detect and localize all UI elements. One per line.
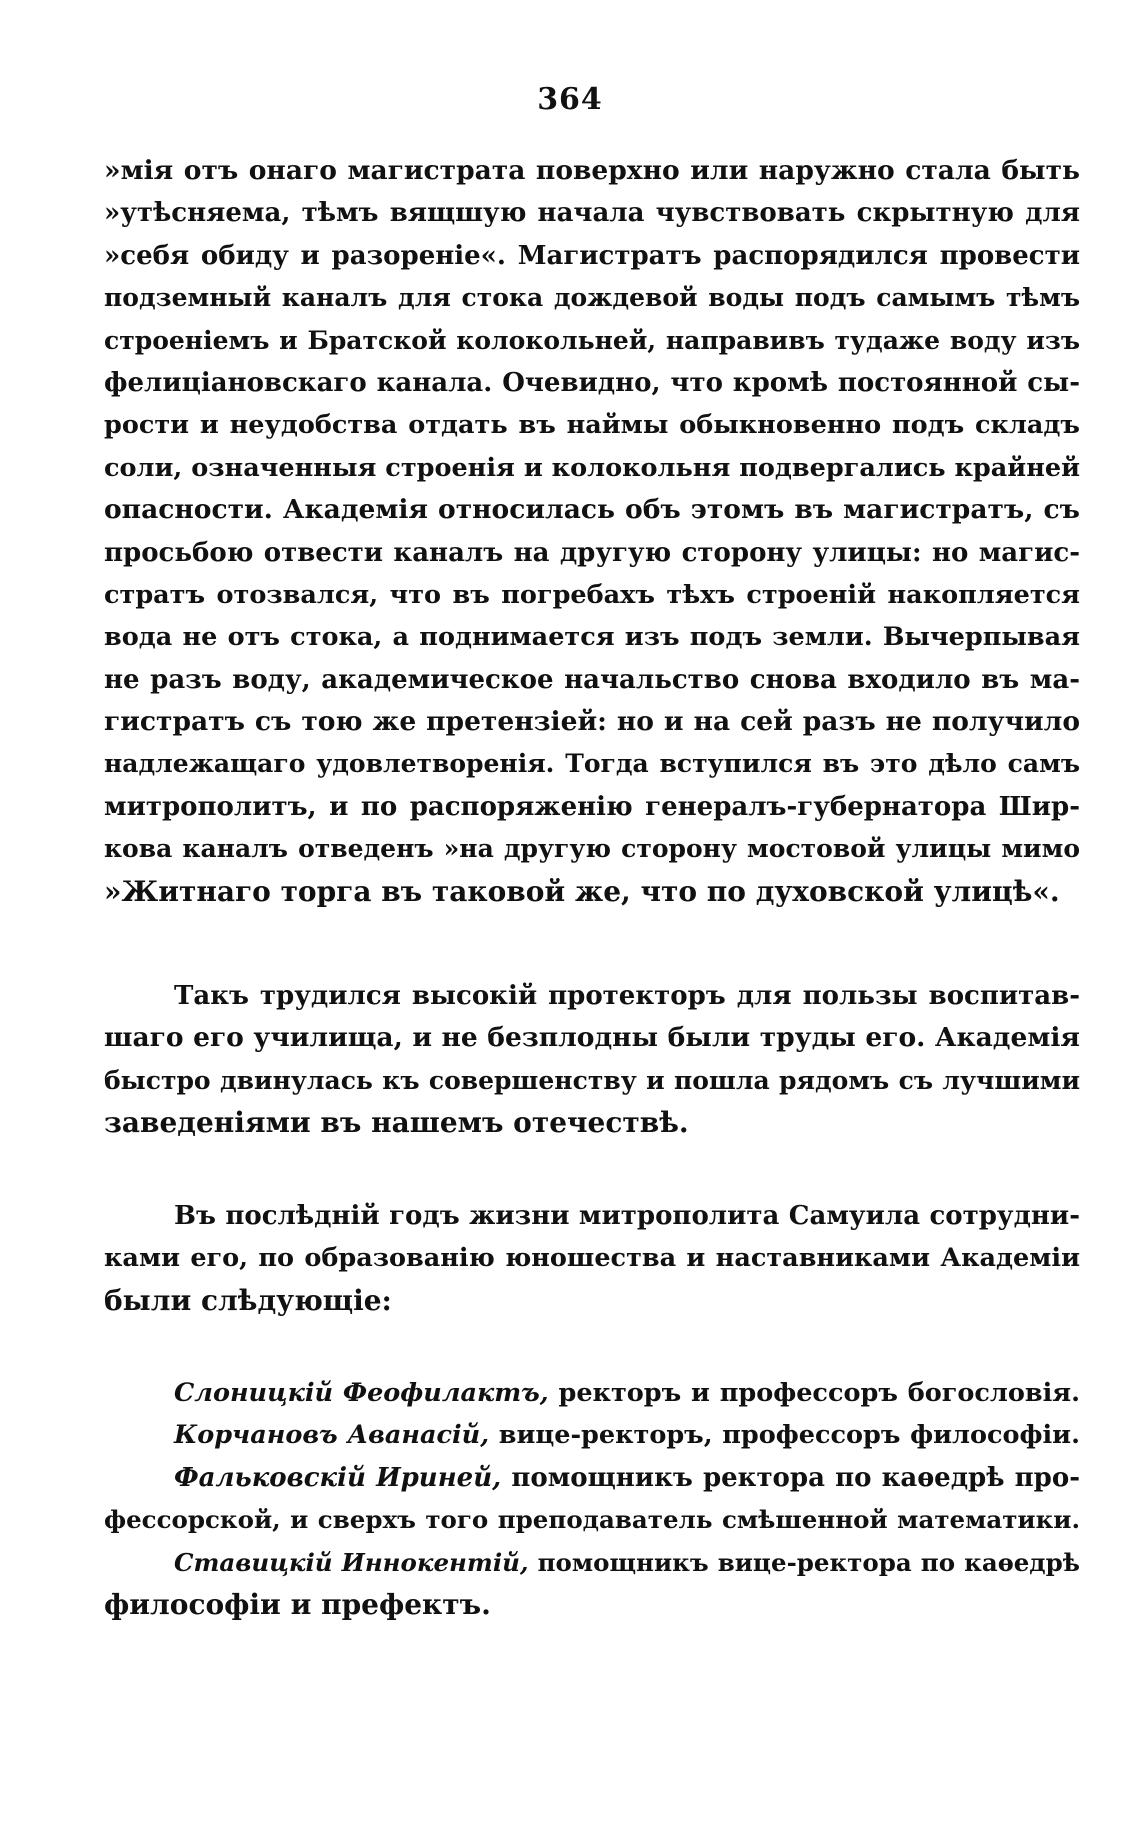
text-line: опасности. Академія относилась объ этомъ въ магистратъ, съ bbox=[104, 494, 1080, 526]
text-line: строеніемъ и Братской колокольней, направивъ тудаже воду изъ bbox=[104, 325, 1080, 355]
text-line: фелиціановскаго канала. Очевидно, что кромѣ постоянной сы- bbox=[104, 367, 1080, 398]
staff-entry bbox=[104, 1372, 1080, 1414]
staff-entry-continuation bbox=[104, 1499, 1080, 1541]
staff-entry bbox=[104, 1414, 1080, 1456]
staff-name: Фальковскій Ириней, bbox=[174, 1462, 502, 1493]
text-line: рости и неудобства отдать въ наймы обыкновенно подъ складъ bbox=[104, 410, 1080, 441]
text-line: соли, означенныя строенія и колокольня подвергались крайней bbox=[104, 452, 1080, 483]
text-line: »Житнаго торга въ таковой же, что по духовской улицѣ«. bbox=[104, 874, 1060, 908]
text-line: подземный каналъ для стока дождевой воды подъ самымъ тѣмъ bbox=[104, 283, 1080, 313]
text-line: надлежащаго удовлетворенія. Тогда вступился въ это дѣло самъ bbox=[104, 749, 1080, 779]
text-line: митрополитъ, и по распоряженію генералъ-губернатора Шир- bbox=[104, 791, 1080, 822]
staff-entry bbox=[104, 1457, 1080, 1499]
text-line: заведеніями въ нашемъ отечествѣ. bbox=[104, 1106, 689, 1140]
text-line: шаго его училища, и не безплодны были труды его. Академія bbox=[104, 1022, 1080, 1054]
staff-entry bbox=[104, 1542, 1080, 1584]
paragraph-protector bbox=[104, 975, 1080, 1145]
staff-role: философіи и префектъ. bbox=[104, 1587, 491, 1621]
text-line: кова каналъ отведенъ »на другую сторону мостовой улицы мимо bbox=[104, 834, 1080, 864]
text-line: быстро двинулась къ совершенству и пошла рядомъ съ лучшими bbox=[104, 1065, 1080, 1095]
paragraph-last-year bbox=[104, 1195, 1080, 1322]
text-line: »себя обиду и разореніе«. Магистратъ распорядился провести bbox=[104, 240, 1080, 271]
text-line: гистратъ съ тою же претензіей: но и на сей разъ не получило bbox=[104, 706, 1080, 738]
text-line: Въ послѣдній годъ жизни митрополита Самуила сотрудни- bbox=[174, 1201, 1080, 1231]
staff-role: помощникъ ректора по каѳедрѣ про- bbox=[511, 1462, 1080, 1493]
staff-name: Корчановъ Аванасій, bbox=[174, 1420, 490, 1451]
staff-list bbox=[104, 1372, 1080, 1626]
text-line: »утѣсняема, тѣмъ вящшую начала чувствовать скрытную для bbox=[104, 198, 1080, 229]
staff-name: Слоницкій Феофилактъ, bbox=[174, 1378, 549, 1408]
page-number: 364 bbox=[537, 82, 603, 117]
staff-role: ректоръ и профессоръ богословія. bbox=[558, 1378, 1080, 1408]
staff-entry-continuation bbox=[104, 1584, 1080, 1626]
staff-role: фессорской, и сверхъ того преподаватель смѣшенной математики. bbox=[104, 1505, 1080, 1535]
text-line: просьбою отвести каналъ на другую сторону улицы: но магис- bbox=[104, 537, 1080, 568]
text-line: вода не отъ стока, а поднимается изъ подъ земли. Вычерпывая bbox=[104, 622, 1080, 653]
text-line: не разъ воду, академическое начальство снова входило въ ма- bbox=[104, 664, 1080, 695]
text-line: Такъ трудился высокій протекторъ для пользы воспитав- bbox=[174, 981, 1080, 1011]
paragraph-canal-dispute bbox=[104, 150, 1080, 913]
text-line: ками его, по образованію юношества и наставниками Академіи bbox=[104, 1243, 1080, 1274]
text-line: »мія отъ онаго магистрата поверхно или наружно стала быть bbox=[104, 155, 1080, 186]
staff-role: вице-ректоръ, профессоръ философіи. bbox=[498, 1420, 1080, 1451]
text-line: были слѣдующіе: bbox=[104, 1283, 392, 1317]
staff-name: Ставицкій Иннокентій, bbox=[174, 1547, 529, 1577]
staff-role: помощникъ вице-ректора по каѳедрѣ bbox=[537, 1547, 1080, 1577]
text-line: стратъ отозвался, что въ погребахъ тѣхъ строеній накопляется bbox=[104, 579, 1080, 610]
